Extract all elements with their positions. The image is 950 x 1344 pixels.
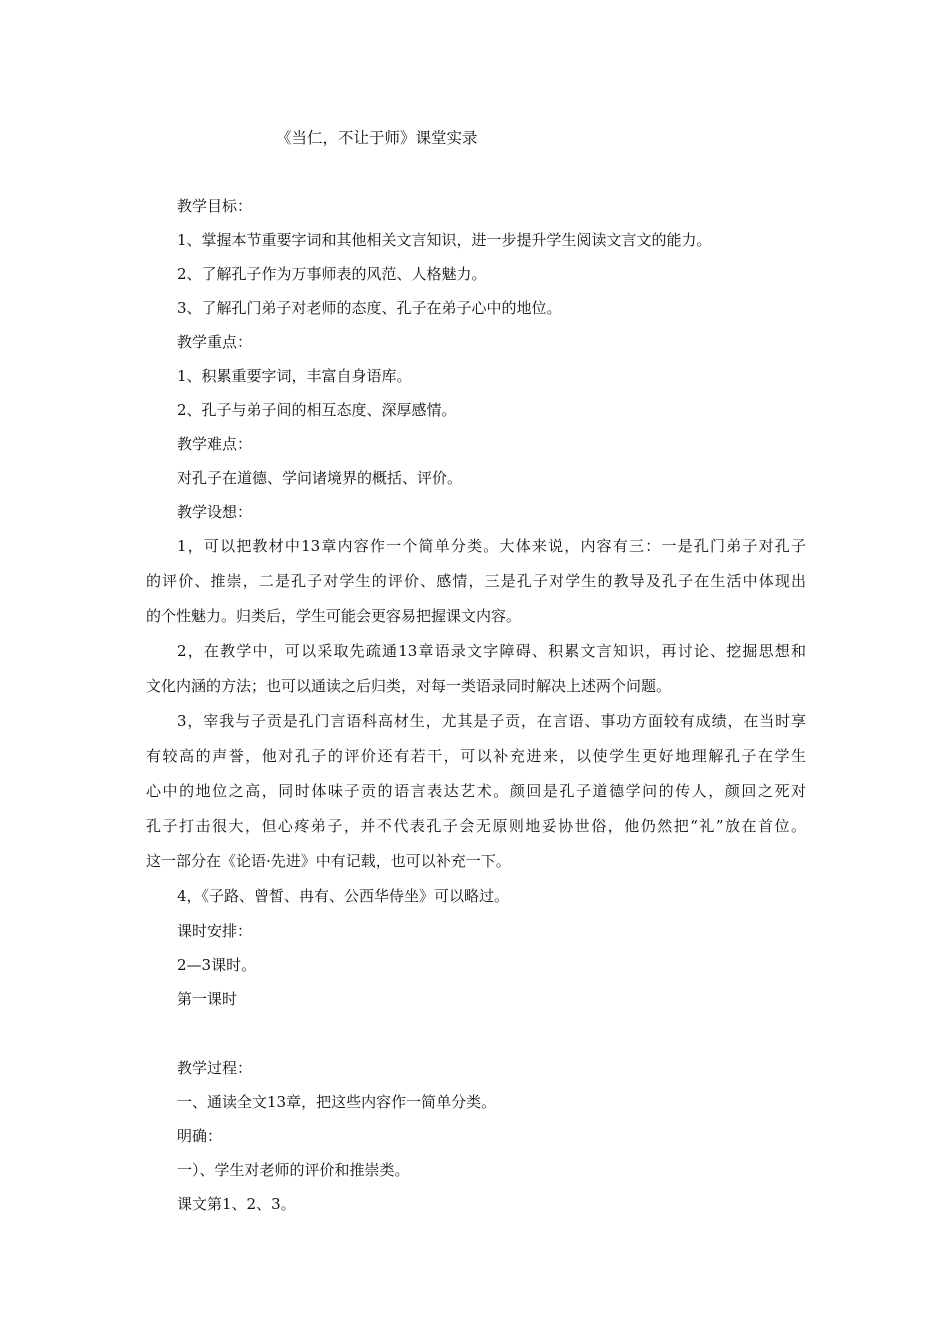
- heading-teaching-ideas: 教学设想：: [177, 503, 253, 521]
- goal-item: 2、了解孔子作为万事师表的风范、人格魅力。: [177, 265, 487, 283]
- key-point-item: 1、积累重要字词，丰富自身语库。: [177, 367, 412, 385]
- document-title: 《当仁，不让于师》课堂实录: [276, 129, 478, 147]
- paragraph-line: 2，在教学中，可以采取先疏通13章语录文字障碍、积累文言知识，再讨论、挖掘思想和: [177, 642, 806, 660]
- heading-key-points: 教学重点：: [177, 333, 253, 351]
- goal-item: 3、了解孔门弟子对老师的态度、孔子在弟子心中的地位。: [177, 299, 562, 317]
- paragraph-line: 的评价、推崇，二是孔子对学生的评价、感情，三是孔子对学生的教导及孔子在生活中体现出: [146, 572, 806, 590]
- process-step: 一、通读全文13章，把这些内容作一简单分类。: [177, 1093, 497, 1111]
- heading-difficulties: 教学难点：: [177, 435, 253, 453]
- key-point-item: 2、孔子与弟子间的相互态度、深厚感情。: [177, 401, 457, 419]
- paragraph-line: 有较高的声誉，他对孔子的评价还有若干，可以补充进来，以使学生更好地理解孔子在学生: [146, 747, 806, 765]
- heading-schedule: 课时安排：: [177, 922, 253, 940]
- category-text: 课文第1、2、3。: [177, 1195, 296, 1213]
- paragraph-line: 心中的地位之高，同时体味子贡的语言表达艺术。颜回是孔子道德学问的传人，颜回之死对: [146, 782, 806, 800]
- paragraph-line: 3，宰我与子贡是孔门言语科高材生，尤其是子贡，在言语、事功方面较有成绩，在当时享: [177, 712, 806, 730]
- category-heading: 一）、学生对老师的评价和推崇类。: [177, 1161, 410, 1179]
- difficulty-item: 对孔子在道德、学问诸境界的概括、评价。: [177, 469, 463, 487]
- paragraph-line: 的个性魅力。归类后，学生可能会更容易把握课文内容。: [146, 607, 522, 625]
- paragraph-line: 1，可以把教材中13章内容作一个简单分类。大体来说，内容有三：一是孔门弟子对孔子: [177, 537, 806, 555]
- goal-item: 1、掌握本节重要字词和其他相关文言知识，进一步提升学生阅读文言文的能力。: [177, 231, 712, 249]
- paragraph-line: 文化内涵的方法；也可以通读之后归类，对每一类语录同时解决上述两个问题。: [146, 677, 672, 695]
- heading-teaching-goals: 教学目标：: [177, 197, 253, 215]
- paragraph-line: 孔子打击很大，但心疼弟子，并不代表孔子会无原则地妥协世俗，他仍然把“礼”放在首位。: [146, 817, 806, 835]
- paragraph-line: 4，《子路、曾皙、冉有、公西华侍坐》可以略过。: [177, 887, 510, 905]
- clarify-label: 明确：: [177, 1127, 223, 1145]
- heading-process: 教学过程：: [177, 1059, 253, 1077]
- schedule-text: 2—3课时。: [177, 956, 257, 974]
- lesson-heading: 第一课时: [177, 990, 238, 1008]
- paragraph-line: 这一部分在《论语·先进》中有记载，也可以补充一下。: [146, 852, 511, 870]
